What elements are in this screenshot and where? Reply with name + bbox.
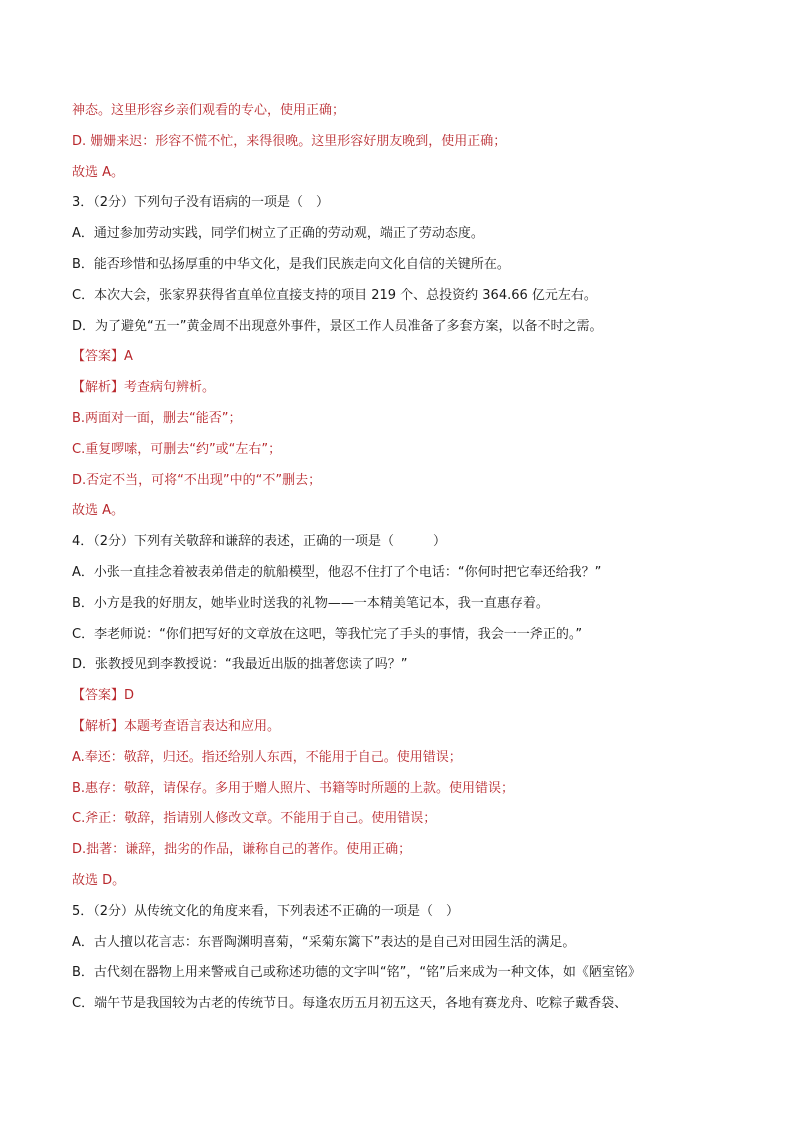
question-3-option-d: D．为了避免“五一”黄金周不出现意外事件，景区工作人员准备了多套方案，以备不时之需。 (72, 318, 603, 334)
analysis-line: C.斧正：敬辞，指请别人修改文章。不能用于自己。使用错误； (72, 811, 437, 827)
analysis-line: B.惠存：敬辞，请保存。多用于赠人照片、书籍等时所题的上款。使用错误； (72, 780, 515, 796)
analysis-line: A.奉还：敬辞，归还。指还给别人东西，不能用于自己。使用错误； (72, 749, 462, 765)
question-5-stem: 5．（2分）从传统文化的角度来看，下列表述不正确的一项是（ ） (72, 903, 460, 919)
question-4-option-b: B．小方是我的好朋友，她毕业时送我的礼物——一本精美笔记本，我一直惠存着。 (72, 595, 549, 611)
question-3-option-b: B．能否珍惜和弘扬厚重的中华文化，是我们民族走向文化自信的关键所在。 (72, 256, 510, 272)
question-4-option-c: C．李老师说：“你们把写好的文章放在这吧，等我忙完了手头的事情，我会一一斧正的。” (72, 626, 583, 642)
question-3-option-c: C．本次大会，张家界获得省直单位直接支持的项目 219 个、总投资约 364.66 亿元左右。 (72, 287, 597, 303)
analysis-line: B.两面对一面，删去“能否”； (72, 410, 242, 426)
question-3-analysis: 【解析】考查病句辨析。 (72, 380, 216, 396)
choice-conclusion: 故选 A。 (72, 503, 125, 519)
explanation-line: 神态。这里形容乡亲们观看的专心，使用正确； (72, 103, 346, 118)
question-4-answer: 【答案】D (72, 688, 135, 704)
question-5-option-a: A．古人擅以花言志：东晋陶渊明喜菊，“采菊东篱下”表达的是自己对田园生活的满足。 (72, 934, 576, 950)
choice-conclusion: 故选 D。 (72, 872, 126, 888)
choice-conclusion: 故选 A。 (72, 164, 125, 180)
analysis-line: D.拙著：谦辞，拙劣的作品，谦称自己的著作。使用正确； (72, 842, 412, 858)
analysis-line: D.否定不当，可将“不出现”中的“不”删去； (72, 472, 322, 488)
question-4-option-d: D．张教授见到李教授说：“我最近出版的拙著您读了吗？” (72, 657, 408, 673)
question-3-stem: 3．（2分）下列句子没有语病的一项是（ ） (72, 195, 330, 211)
question-5-option-b: B．古代刻在器物上用来警戒自己或称述功德的文字叫“铭”，“铭”后来成为一种文体，如《陋室铭》 (72, 965, 641, 981)
explanation-line: D. 姗姗来迟：形容不慌不忙，来得很晚。这里形容好朋友晚到，使用正确； (72, 133, 507, 149)
question-4-option-a: A．小张一直挂念着被表弟借走的航船模型，他忍不住打了个电话：“你何时把它奉还给我？” (72, 564, 602, 580)
question-5-option-c: C．端午节是我国较为古老的传统节日。每逢农历五月初五这天，各地有赛龙舟、吃粽子戴香袋、 (72, 996, 628, 1012)
analysis-line: C.重复啰嗦，可删去“约”或“左右”； (72, 441, 282, 457)
document-page (72, 96, 722, 1020)
question-4-analysis: 【解析】本题考查语言表达和应用。 (72, 718, 281, 734)
question-3-option-a: A．通过参加劳动实践，同学们树立了正确的劳动观，端正了劳动态度。 (72, 226, 484, 242)
question-4-stem: 4．（2分）下列有关敬辞和谦辞的表述，正确的一项是（ ） (72, 534, 447, 550)
question-3-answer: 【答案】A (72, 349, 133, 365)
